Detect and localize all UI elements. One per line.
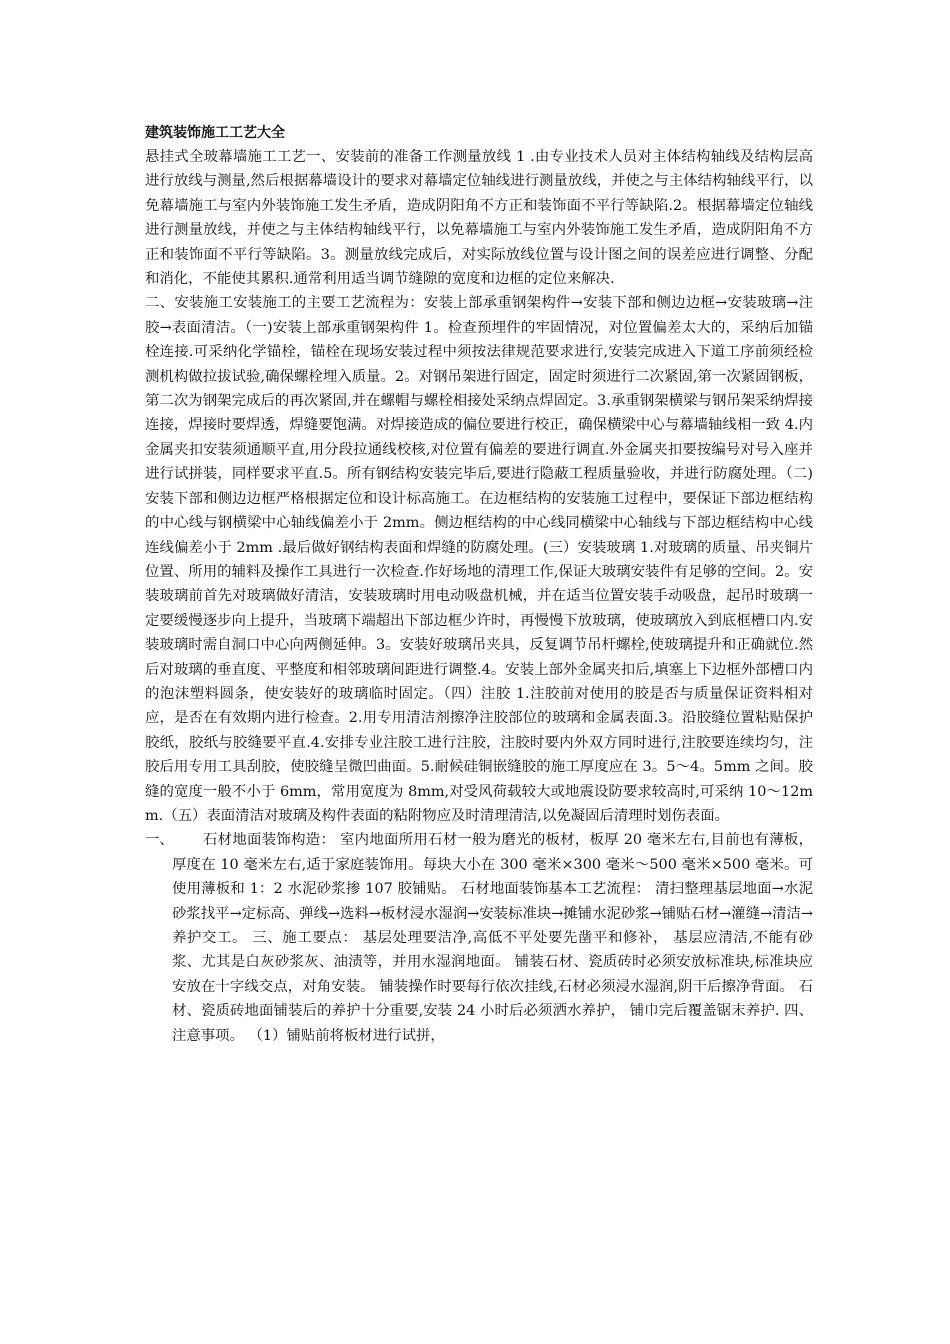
document-title: 建筑装饰施工工艺大全 [145,125,285,141]
list-item-stone-floor [145,828,813,1048]
list-item-text: 石材地面装饰构造： 室内地面所用石材一般为磨光的板材，板厚 20 毫米左右,目前也有薄板，厚度在 10 毫米左右,适于家庭装饰用。每块大小在 300 毫米×300 毫米～500 毫米×500 毫米。可使用薄板和 1：2 水泥砂浆掺 107 胶铺贴。 石材地面装饰基本工艺流程： 清扫整理基层地面→水泥砂浆找平→定标高、弹线→选料→板材浸水湿润→安装标准块→摊铺水泥砂浆→铺贴石材→灌缝→清洁→养护交工。 三、施工要点： 基层处理要洁净,高低不平处要先凿平和修补， 基层应清洁,不能有砂浆、尤其是白灰砂浆灰、油渍等，并用水湿润地面。 铺装石材、瓷质砖时必须安放标准块,标准块应安放在十字线交点，对角安装。 铺装操作时要每行依次挂线,石材必须浸水湿润,阴干后擦净背面。 石材、瓷质砖地面铺装后的养护十分重要,安装 24 小时后必须洒水养护， 铺巾完后覆盖锯末养护. 四、注意事项。 （1）铺贴前将板材进行试拼， [172,832,813,1044]
document-page [145,122,813,1048]
list-marker: 一、 [145,832,174,849]
paragraph-preparation: 悬挂式全玻幕墙施工工艺一、安装前的准备工作测量放线 1 .由专业技术人员对主体结构轴线及结构层高进行放线与测量,然后根据幕墙设计的要求对幕墙定位轴线进行测量放线，并使之与主体结构轴线平行，以免幕墙施工与室内外装饰施工发生矛盾，造成阴阳角不方正和装饰面不平行等缺陷.2。根据幕墙定位轴线进行测量放线，并使之与主体结构轴线平行，以免幕墙施工与室内外装饰施工发生矛盾，造成阴阳角不方正和装饰面不平行等缺陷。3。测量放线完成后，对实际放线位置与设计图之间的误差应进行调整、分配和消化，不能使其累积.通常利用适当调节缝隙的宽度和边框的定位来解决. [145,149,813,288]
paragraph-installation: 二、安装施工安装施工的主要工艺流程为：安装上部承重钢架构件→安装下部和侧边边框→安装玻璃→注胶→表面清洁。（一)安装上部承重钢架构件 1。检查预埋件的牢固情况，对位置偏差太大的，采纳后加锚栓连接.可采纳化学锚栓，锚栓在现场安装过程中须按法律规范要求进行,安装完成进入下道工序前须经检测机构做拉拔试验,确保螺栓埋入质量。2。对钢吊架进行固定，固定时须进行二次紧固,第一次紧固钢板，第二次为钢架完成后的再次紧固,并在螺帽与螺栓相接处采纳点焊固定。3.承重钢架横梁与钢吊架采纳焊接连接，焊接时要焊透，焊缝要饱满。对焊接造成的偏位要进行校正，确保横梁中心与幕墙轴线相一致 4.内金属夹扣安装须通顺平直,用分段拉通线校核,对位置有偏差的要进行调直.外金属夹扣要按编号对号入座并进行试拼装，同样要求平直.5。所有钢结构安装完毕后,要进行隐蔽工程质量验收，并进行防腐处理。（二)安装下部和侧边边框严格根据定位和设计标高施工。在边框结构的安装施工过程中，要保证下部边框结构的中心线与钢横梁中心轴线偏差小于 2mm。侧边框结构的中心线同横梁中心轴线与下部边框结构中心线连线偏差小于 2mm .最后做好钢结构表面和焊缝的防腐处理。(三）安装玻璃 1.对玻璃的质量、吊夹铜片位置、所用的辅料及操作工具进行一次检查.作好场地的清理工作,保证大玻璃安装件有足够的空间。2。安装玻璃前首先对玻璃做好清洁，安装玻璃时用电动吸盘机械，并在适当位置安装手动吸盘，起吊时玻璃一定要缓慢逐步向上提升，当玻璃下端超出下部边框少许时，再慢慢下放玻璃，使玻璃放入到底框槽口内.安装玻璃时需自洞口中心向两侧延伸。3。安装好玻璃吊夹具，反复调节吊杆螺栓,使玻璃提升和正确就位.然后对玻璃的垂直度、平整度和相邻玻璃间距进行调整.4。安装上部外金属夹扣后,填塞上下边框外部槽口内的泡沫塑料圆条，使安装好的玻璃临时固定。（四）注胶 1.注胶前对使用的胶是否与质量保证资料相对应，是否在有效期内进行检查。2.用专用清洁剂擦净注胶部位的玻璃和金属表面.3。沿胶缝位置粘贴保护胶纸，胶纸与胶缝要平直.4.安排专业注胶工进行注胶，注胶时要内外双方同时进行,注胶要连续均匀，注胶后用专用工具刮胶，使胶缝呈微凹曲面。5.耐候硅铜嵌缝胶的施工厚度应在 3。5～4。5mm 之间。胶缝的宽度一般不小于 6mm，常用宽度为 8mm,对受风荷载较大或地震设防要求较高时,可采纳 10～12mm.（五）表面清洁对玻璃及构件表面的粘附物应及时清理清洁,以免凝固后清理时划伤表面。 [145,295,813,824]
